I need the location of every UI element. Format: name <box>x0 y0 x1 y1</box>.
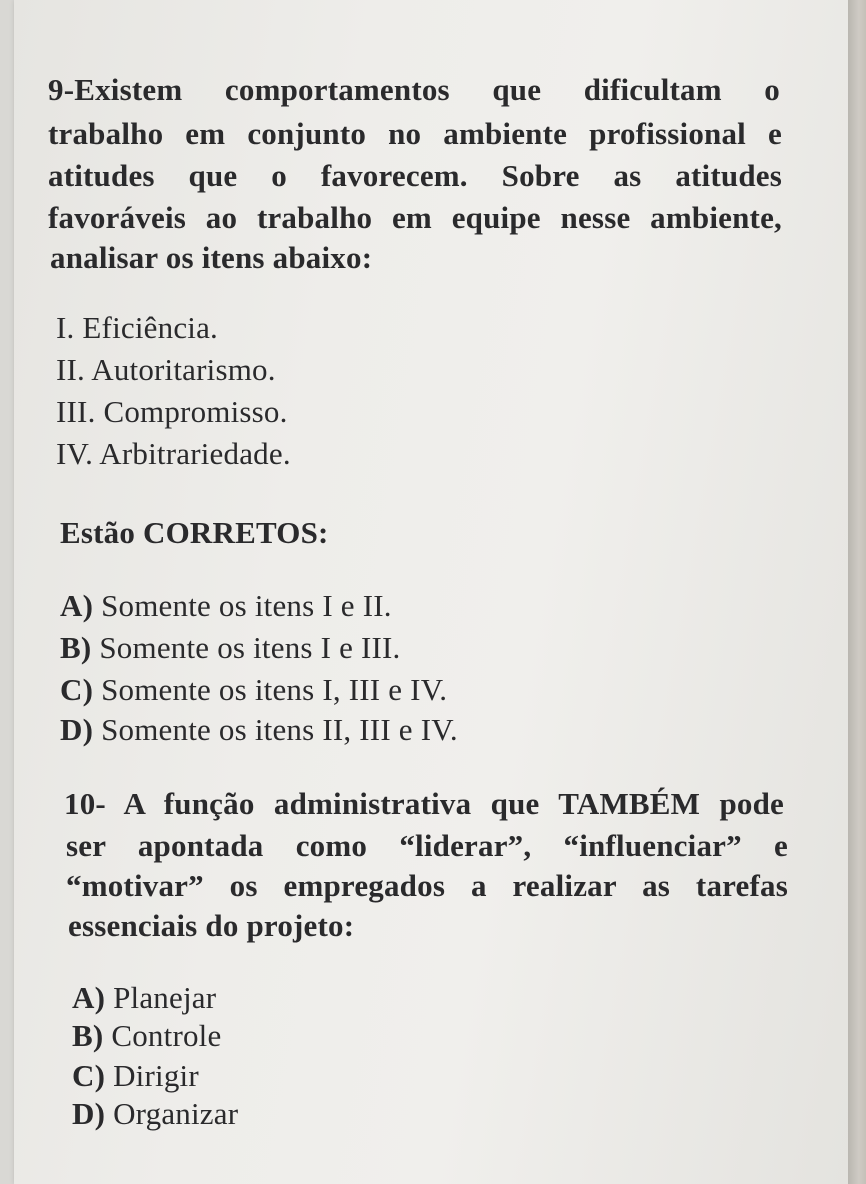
option-text: Somente os itens I e III. <box>99 630 401 665</box>
option-letter: A) <box>72 980 106 1015</box>
option-text: Somente os itens I e II. <box>101 588 392 623</box>
q10-stem-line-4: essenciais do projeto: <box>68 908 355 943</box>
option-text: Planejar <box>113 980 217 1015</box>
q10-option-c <box>72 1058 199 1094</box>
option-letter: B) <box>60 630 92 665</box>
q9-stem-line-4: favoráveis ao trabalho em equipe nesse ambiente, <box>48 200 782 235</box>
q9-item-4: IV. Arbitrariedade. <box>56 436 291 471</box>
option-letter: C) <box>60 672 94 707</box>
option-letter: A) <box>60 588 94 623</box>
option-letter: D) <box>60 712 94 747</box>
q9-option-b <box>60 630 401 666</box>
option-letter: B) <box>72 1018 104 1053</box>
q9-stem-line-3: atitudes que o favorecem. Sobre as atitudes <box>48 158 782 193</box>
option-text: Organizar <box>113 1096 239 1131</box>
q9-option-a <box>60 588 392 624</box>
q9-stem-line-5: analisar os itens abaixo: <box>50 240 373 275</box>
option-letter: C) <box>72 1058 106 1093</box>
q9-item-2: II. Autoritarismo. <box>56 352 276 387</box>
option-text: Controle <box>111 1018 222 1053</box>
q9-item-3: III. Compromisso. <box>56 394 288 429</box>
q10-stem-line-2: ser apontada como “liderar”, “influenciar” e <box>66 828 788 863</box>
q9-item-1: I. Eficiência. <box>56 310 219 345</box>
q10-option-b <box>72 1018 221 1054</box>
option-text: Dirigir <box>113 1058 199 1093</box>
option-text: Somente os itens I, III e IV. <box>101 672 448 707</box>
q9-stem-line-1: 9-Existem comportamentos que dificultam o <box>48 72 780 107</box>
q10-option-a <box>72 980 216 1016</box>
q10-stem-line-3: “motivar” os empregados a realizar as tarefas <box>66 868 788 903</box>
option-letter: D) <box>72 1096 106 1131</box>
q9-option-d <box>60 712 458 748</box>
q10-option-d <box>72 1096 238 1132</box>
q10-stem-line-1: 10- A função administrativa que TAMBÉM pode <box>64 786 784 821</box>
q9-prompt: Estão CORRETOS: <box>60 515 329 550</box>
q9-stem-line-2: trabalho em conjunto no ambiente profissional e <box>48 116 782 151</box>
option-text: Somente os itens II, III e IV. <box>101 712 458 747</box>
q9-option-c <box>60 672 447 708</box>
